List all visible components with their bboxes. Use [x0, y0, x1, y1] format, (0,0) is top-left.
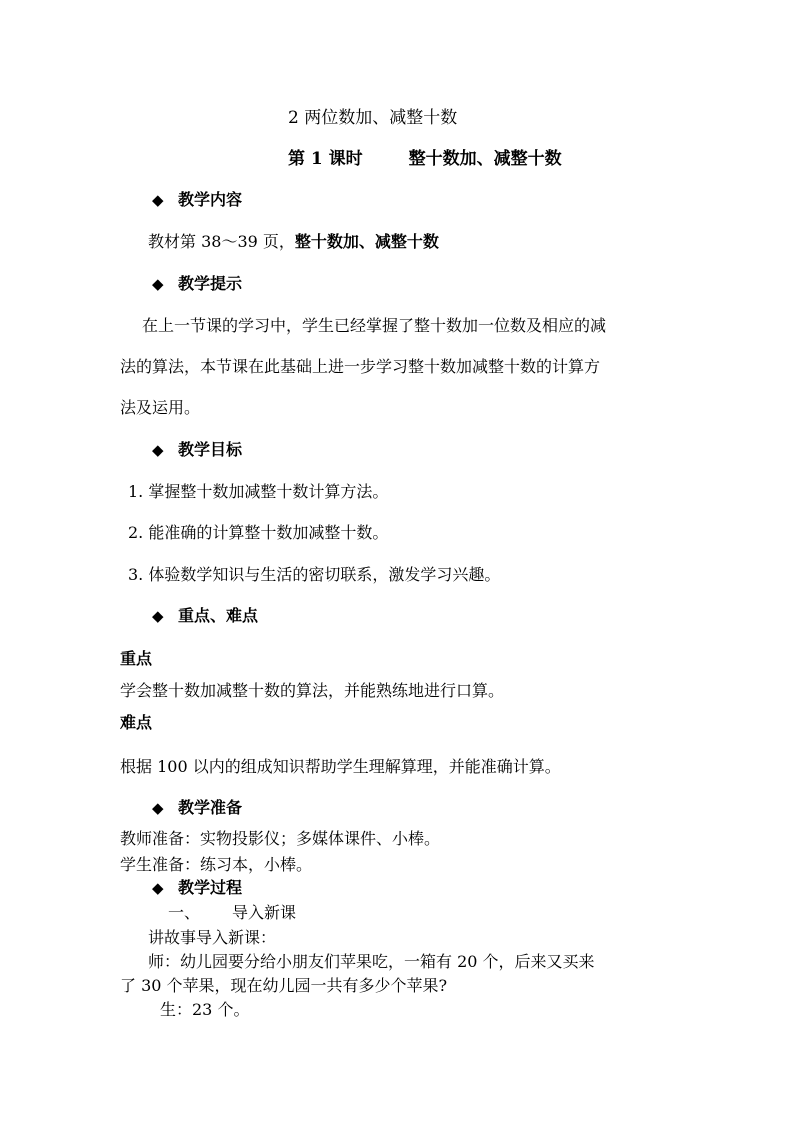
difficulty-label: 难点 [120, 713, 153, 732]
process-teacher-line-1: 师：幼儿园要分给小朋友们苹果吃，一箱有 20 个，后来又买来 [148, 952, 595, 971]
diamond-bullet-icon: ◆ [152, 879, 164, 897]
goal-item-1: 1. 掌握整十数加减整十数计算方法。 [128, 482, 389, 501]
heading-prep-label: 教学准备 [178, 798, 243, 817]
heading-key-points-label: 重点、难点 [178, 606, 259, 625]
diamond-bullet-icon: ◆ [152, 441, 164, 459]
content-text-topic: 整十数加、减整十数 [294, 232, 439, 251]
process-teacher-line-2: 了 30 个苹果，现在幼儿园一共有多少个苹果? [120, 976, 448, 995]
diamond-bullet-icon: ◆ [152, 275, 164, 293]
heading-goals [152, 440, 242, 460]
goal-item-3: 3. 体验数学知识与生活的密切联系，激发学习兴趣。 [128, 565, 501, 584]
key-text: 学会整十数加减整十数的算法，并能熟练地进行口算。 [120, 681, 505, 700]
hint-line-1: 在上一节课的学习中，学生已经掌握了整十数加一位数及相应的减 [142, 316, 607, 335]
lesson-topic: 整十数加、减整十数 [408, 149, 562, 169]
diamond-bullet-icon: ◆ [152, 607, 164, 625]
difficulty-text: 根据 100 以内的组成知识帮助学生理解算理，并能准确计算。 [120, 757, 561, 776]
diamond-bullet-icon: ◆ [152, 799, 164, 817]
heading-key-points [152, 606, 258, 626]
heading-prep [152, 798, 242, 818]
content-text [148, 232, 439, 252]
heading-content [152, 190, 242, 210]
heading-goals-label: 教学目标 [178, 440, 243, 459]
prep-student: 学生准备：练习本，小棒。 [120, 855, 313, 874]
key-label: 重点 [120, 649, 153, 668]
content-text-pages: 教材第 38～39 页， [148, 232, 295, 251]
heading-hint [152, 274, 242, 294]
document-title: 2 两位数加、减整十数 [288, 108, 458, 128]
process-step-title: 导入新课 [232, 903, 297, 922]
goal-item-2: 2. 能准确的计算整十数加减整十数。 [128, 523, 389, 542]
lesson-subtitle [288, 149, 562, 169]
prep-teacher: 教师准备：实物投影仪；多媒体课件、小棒。 [120, 829, 441, 848]
lesson-number: 第 1 课时 [288, 149, 363, 169]
diamond-bullet-icon: ◆ [152, 191, 164, 209]
process-intro: 讲故事导入新课： [148, 928, 277, 947]
process-student-line: 生：23 个。 [160, 1000, 250, 1019]
hint-line-3: 法及运用。 [120, 398, 201, 417]
heading-content-label: 教学内容 [178, 190, 243, 209]
heading-hint-label: 教学提示 [178, 274, 243, 293]
hint-line-2: 法的算法，本节课在此基础上进一步学习整十数加减整十数的计算方 [120, 357, 601, 376]
heading-process [152, 878, 242, 898]
process-step-number: 一、 [168, 903, 201, 922]
heading-process-label: 教学过程 [178, 878, 243, 897]
